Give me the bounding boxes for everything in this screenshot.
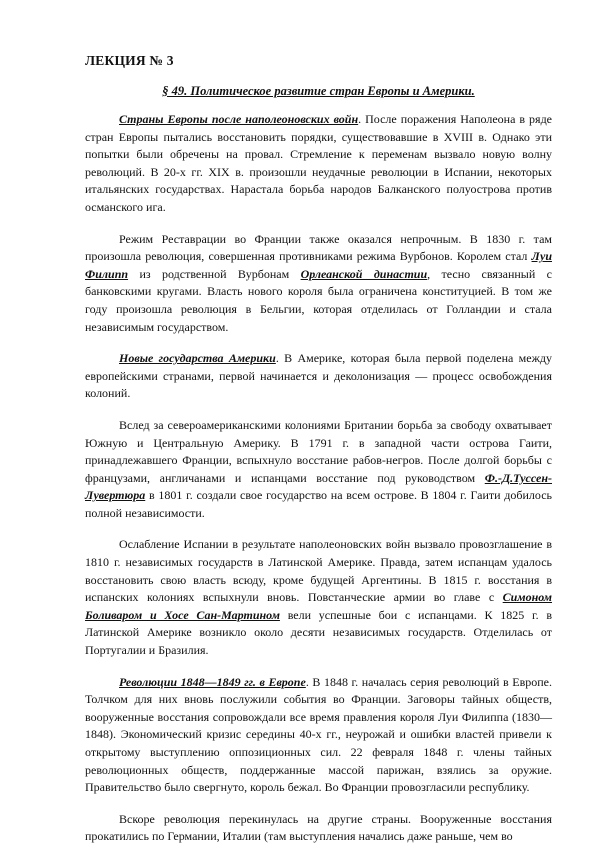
paragraph-restoration-france [85,231,552,337]
paragraph-europe-after-napoleon [85,111,552,217]
paragraph-lead: Страны Европы после наполеоновских войн [119,112,359,126]
paragraph-text: в 1801 г. создали свое государство на всем острове. В 1804 г. Гаити добилось полной независимости. [85,488,552,520]
paragraph-lead: Новые государства Америки [119,351,276,366]
document-body [85,111,552,860]
paragraph-text: вели успешные бои с испанцами. К 1825 г. в Латинской Америке возникло около десяти независимых государств. Отделилась от Португалии и Бразилия. [85,607,552,658]
section-title: § 49. Политическое развитие стран Европы и Америки. [162,84,475,98]
paragraph-text: из родственной Вурбонам [128,266,301,281]
paragraph-haiti [85,417,552,523]
paragraph-latin-america [85,536,552,659]
paragraph-new-states-america [85,350,552,403]
paragraph-lead: Революции 1848—1849 гг. в Европе [119,674,306,689]
paragraph-text: . В 1848 г. началась серия революций в Европе. Толчком для них вновь послужили события во Франции. Заговоры тайных обществ, вооруженные восстания сопровождали все время правления короля Луи Филиппа (1830— 1848). Экономический кризис середины 40-х гг., неурожай и ошибки властей привели к открытому выступлению оппозиционных сил. 22 февраля 1848 г. члены тайных революционных обществ, поддержанные массой парижан, взялись за оружие. Правительство было свергнуто, король бежал. Во Франции провозгласили республику. [85,674,552,795]
paragraph-text: Вскоре революция перекинулась на другие страны. Вооруженные восстания прокатились по Германии, Италии (там выступления начались даже раньше, чем во [85,811,552,844]
lecture-title: ЛЕКЦИЯ № 3 [85,53,174,68]
paragraph-text: Режим Реставрации во Франции также оказался непрочным. В 1830 г. там произошла революция, совершенная противниками режима Вурбонов. Королем стал [85,231,552,264]
paragraph-revolutions-1848 [85,674,552,797]
paragraph-text: . После поражения Наполеона в ряде стран Европы пытались восстановить порядки, существовавшие в XVIII в. Однако эти попытки были обречены на провал. Стремление к переменам вызвало новую волну революций. В 20-х гг. XIX в. произошли неудачные революции в Испании, некоторых итальянских государствах. Нарастала борьба народов Балканского полуострова против османского ига. [85,112,553,214]
paragraph-text: Вслед за североамериканскими колониями Британии борьба за свободу охватывает Южную и Центральную Америку. В 1791 г. в западной части острова Гаити, принадлежавшего Франции, вспыхнуло восстание рабов-негров. После долгой борьбы с французами, англичанами и испанцами восстание под руководством [85,417,552,485]
emphasis-orleans-dynasty: Орлеанской династии [300,266,428,281]
paragraph-text: Ослабление Испании в результате наполеоновских войн вызвало провозглашение в 1810 г. независимых государств в Латинской Америке. Правда, затем испанцам удалось восстановить свою власть всюду, кроме будущей Аргентины. В 1815 г. восстания в испанских колониях вспыхнули вновь. Повстанческие армии во главе с [85,537,552,605]
paragraph-text: , тесно связанный с банковскими кругами. Власть нового короля была ограничена конституцией. В том же году произошла революция в Бельгии, которая отделилась от Голландии и стала независимым государством. [85,266,552,334]
emphasis-toussaint-louverture: Ф.-Д.Туссен-Лувертюра [85,470,552,503]
emphasis-louis-philippe: Луи Филипп [85,249,552,281]
paragraph-text: . В Америке, которая была первой поделена между европейскими странами, первой начинается и деколонизация — процесс освобождения колоний. [85,351,552,401]
paragraph-revolution-spread [85,811,552,846]
emphasis-bolivar-san-martin: Симоном Боливаром и Хосе Сан-Мартином [85,590,552,622]
